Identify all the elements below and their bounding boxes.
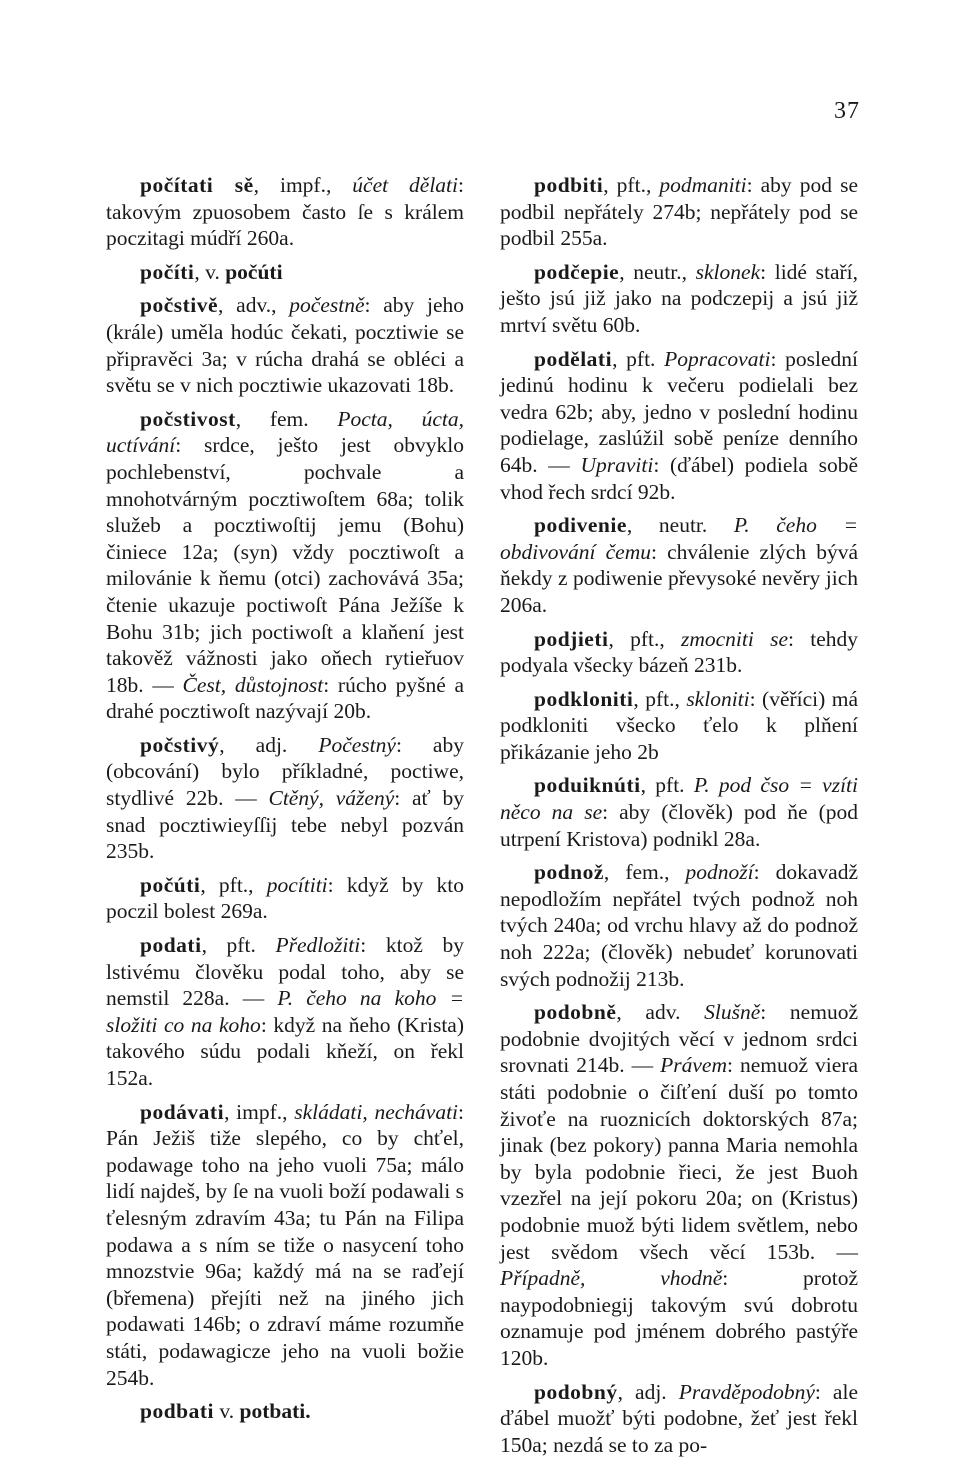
entry-text: : nemuož podobnie dvojitých věcí v jednom srdci srovnati 214b. — [500,1000,858,1078]
entry-definition: pocítiti [266,872,328,897]
dictionary-entry [106,932,464,1092]
entry-headword: podbati [140,1399,215,1424]
entry-text: : dokavadž nepodložím nepřátel tvých podnož noh tvých 240a; od vrchu hlavy až do podnož noh 222a; (člověk) nebudeť korunovati svých podnožij 213b. [500,860,858,991]
dictionary-entry [106,1398,464,1425]
dictionary-entry [106,1099,464,1392]
entry-definition: Počestný [318,732,396,757]
entry-text: : aby (obcování) bylo příkladné, poctiwe, stydlivé 22b. — [106,732,464,811]
entry-text: , adj. [617,1379,679,1404]
entry-headword: podivenie [534,513,627,538]
entry-definition: Slušně [704,1000,761,1025]
entry-definition: Právem [660,1053,727,1078]
entry-definition: P. čeho = obdivování čemu [500,513,858,564]
entry-text: , pft., [633,686,687,711]
entry-headword: podbiti [534,173,604,197]
entry-text: : tehdy podyala všecky bázeň 231b. [500,626,858,678]
dictionary-entry [106,172,464,252]
entry-headword: podávati [140,1099,225,1124]
entry-definition: Ctěný, vážený [268,786,395,811]
entry-text: : ktož by lstivému člověku podal toho, aby se nemstil 228a. — [106,933,464,1011]
entry-text: : (věříci) má podkloniti všecko ťelo k plňení přikázanie jeho 2b [500,686,858,764]
entry-text: : poslední jedinú hodinu k večeru podielali bez vedra 62b; aby, jedno v poslední hodinu podielage, zaslúžil sobě peníze denního 64b. — [500,346,858,477]
entry-definition: skládati, nechávati [294,1099,459,1124]
entry-text: v. [214,1399,240,1424]
entry-text: , pft. [201,933,276,958]
entry-text: : ale ďábel muožť býti podobne, žeť jest řekl 150a; nezdá se to za po- [500,1379,858,1457]
entry-text: : Pán Ježiš tiže slepého, co by chťel, podawage toho na jeho vuoli 75a; málo lidí najdeš, by ſe na vuoli boží podawali s ťelesným zdravím 43a; tu Pán na Filipa podawa a s ním se tiže o nasycení toho mnozstvie 96a; každý má na se raďejí (břemena) přejíti než na jiného jich podawati 146b; o zdraví máme rozumňe státi, podawagicze jeho na vuoli božie 254b. [106,1099,465,1390]
dictionary-entry [500,686,858,766]
entry-crossref: potbati. [239,1399,311,1424]
entry-text: : srdce, ješto jest obvyklo pochlebenství, pochvale a mnohotvárným pocztiwoſtem 68a; tolik služeb a pocztiwoſtij jemu (Bohu) činiece 12a; (syn) vždy pocztiwoſt a milovánie k ňemu (otci) zachovává 35a; čtenie ukazuje poctiwoſt Pána Ježíše k Bohu 31b; jich poctiwoſt a klaňení jest takověž vážnosti jako oňech rytieřuov 18b. — [106,433,464,697]
entry-definition: podmaniti [659,173,747,197]
entry-text: : aby (člověk) pod ňe (pod utrpení Kristova) podnikl 28a. [500,800,858,851]
entry-text: : když na ňeho (Krista) takového súdu podali kňeží, on řekl 152a. [106,1012,464,1090]
entry-text: , pft., [200,872,267,897]
entry-headword: počúti [140,872,201,897]
entry-text: : lidé staří, ješto jsú již jako na podczepij a jsú již mrtví světu 60b. [500,259,858,337]
entry-text: : nemuož viera státi podobnie o čiſťení duší po tomto živoťe na ruoznicích doktorských 87a; jinak (bez pokory) panna Maria nemohla by byla podobnie řieci, že jest Buoh vzezřel na její pokoru 20a; on (Kristus) podobnie muož býti lidem světlem, nebo jest svědom všech věcí 153b. — [500,1053,858,1264]
dictionary-entry [500,346,858,506]
entry-headword: počstivost [140,406,236,431]
entry-text: , adv. [616,1000,705,1025]
entry-definition: P. čeho na koho = složiti co na koho [106,986,464,1037]
entry-definition: skloniti [686,686,750,711]
entry-text: , adj. [219,732,319,757]
entry-headword: podčepie [534,259,620,284]
dictionary-entry [106,259,464,286]
entry-headword: počíti [140,259,195,284]
entry-text: : když by kto poczil bolest 269a. [106,872,464,924]
dictionary-entry [500,172,858,252]
dictionary-entry [500,512,858,618]
entry-text: , pft. [612,346,665,371]
entry-text: , pft., [608,626,681,651]
dictionary-entry [500,259,858,339]
entry-definition: Upraviti [580,452,654,477]
entry-text: , v. [194,259,226,284]
entry-text: , fem., [603,860,686,885]
entry-definition: Pravděpodobný [678,1379,815,1404]
entry-headword: podati [140,933,202,958]
entry-definition: podnoží [685,860,754,885]
entry-headword: počstivý [140,732,220,757]
page-number: 37 [834,98,860,124]
entry-text: , neutr., [619,259,696,284]
entry-text: : takovým zpuosobem často ſe s králem poczitagi múdří 260a. [106,173,464,251]
entry-text: , impf., [224,1099,295,1124]
entry-text: , fem. [235,406,338,431]
entry-text: : rúcho pyšné a drahé pocztiwoſt nazývají 20b. [106,672,464,724]
entry-text: , impf., [253,173,353,197]
dictionary-entry [500,772,858,852]
entry-headword: podobně [534,1000,617,1025]
dictionary-entry [106,872,464,925]
entry-definition: počestně [289,293,365,318]
entry-text: , pft., [603,173,660,197]
entry-text: : aby jeho (krále) uměla hodúc čekati, pocztiwie se připravěci 3a; v rúcha drahá se obléci a světu se v nich pocztiwie ukazovati 18b. [106,293,464,398]
entry-text: : aby pod se podbil nepřátely 274b; nepřátely pod se podbil 255a. [500,173,858,251]
entry-headword: poduiknúti [534,773,641,798]
entry-definition: Pocta, úcta, uctívání [106,406,464,458]
entry-definition: Předložiti [275,933,361,958]
left-column [106,172,464,1432]
dictionary-entry [500,626,858,679]
dictionary-entry [500,999,858,1371]
entry-text: , neutr. [626,513,734,538]
entry-definition: zmocniti se [680,626,788,651]
dictionary-entry [106,406,464,725]
entry-definition: účet dělati [352,173,459,197]
entry-headword: podnož [534,860,604,885]
dictionary-entry [500,859,858,992]
entry-text: , adv., [218,293,290,318]
entry-text: , pft. [640,773,694,798]
entry-definition: P. pod čso = vzíti něco na se [500,773,859,825]
entry-headword: podělati [534,346,613,371]
entry-definition: Čest, důstojnost [182,672,324,697]
right-column [500,172,858,1465]
dictionary-entry [106,292,464,398]
entry-text: : ať by snad pocztiwieyſſij tebe nebyl pozván 235b. [106,786,464,864]
entry-definition: Případně, vhodně [500,1266,723,1291]
entry-headword: počstivě [140,293,219,318]
entry-definition: Popracovati [664,346,771,371]
entry-text: : (ďábel) podiela sobě vhod řech srdcí 92b. [500,452,858,504]
entry-headword: počítati sě [140,173,254,197]
entry-headword: podobný [534,1379,618,1404]
entry-headword: podjieti [534,626,609,651]
dictionary-entry [500,1379,858,1459]
entry-text: : chválenie zlých bývá ňekdy z podiwenie převysoké nevěry jich 206a. [500,539,858,617]
entry-definition: sklonek [695,259,761,284]
entry-text: : protož naypodobniegij takovým svú dobrotu oznamuje pod jménem dobrého pastýře 120b. [500,1266,858,1370]
dictionary-entry [106,732,464,865]
entry-headword: podkloniti [534,686,634,711]
entry-crossref: počúti [225,259,283,284]
